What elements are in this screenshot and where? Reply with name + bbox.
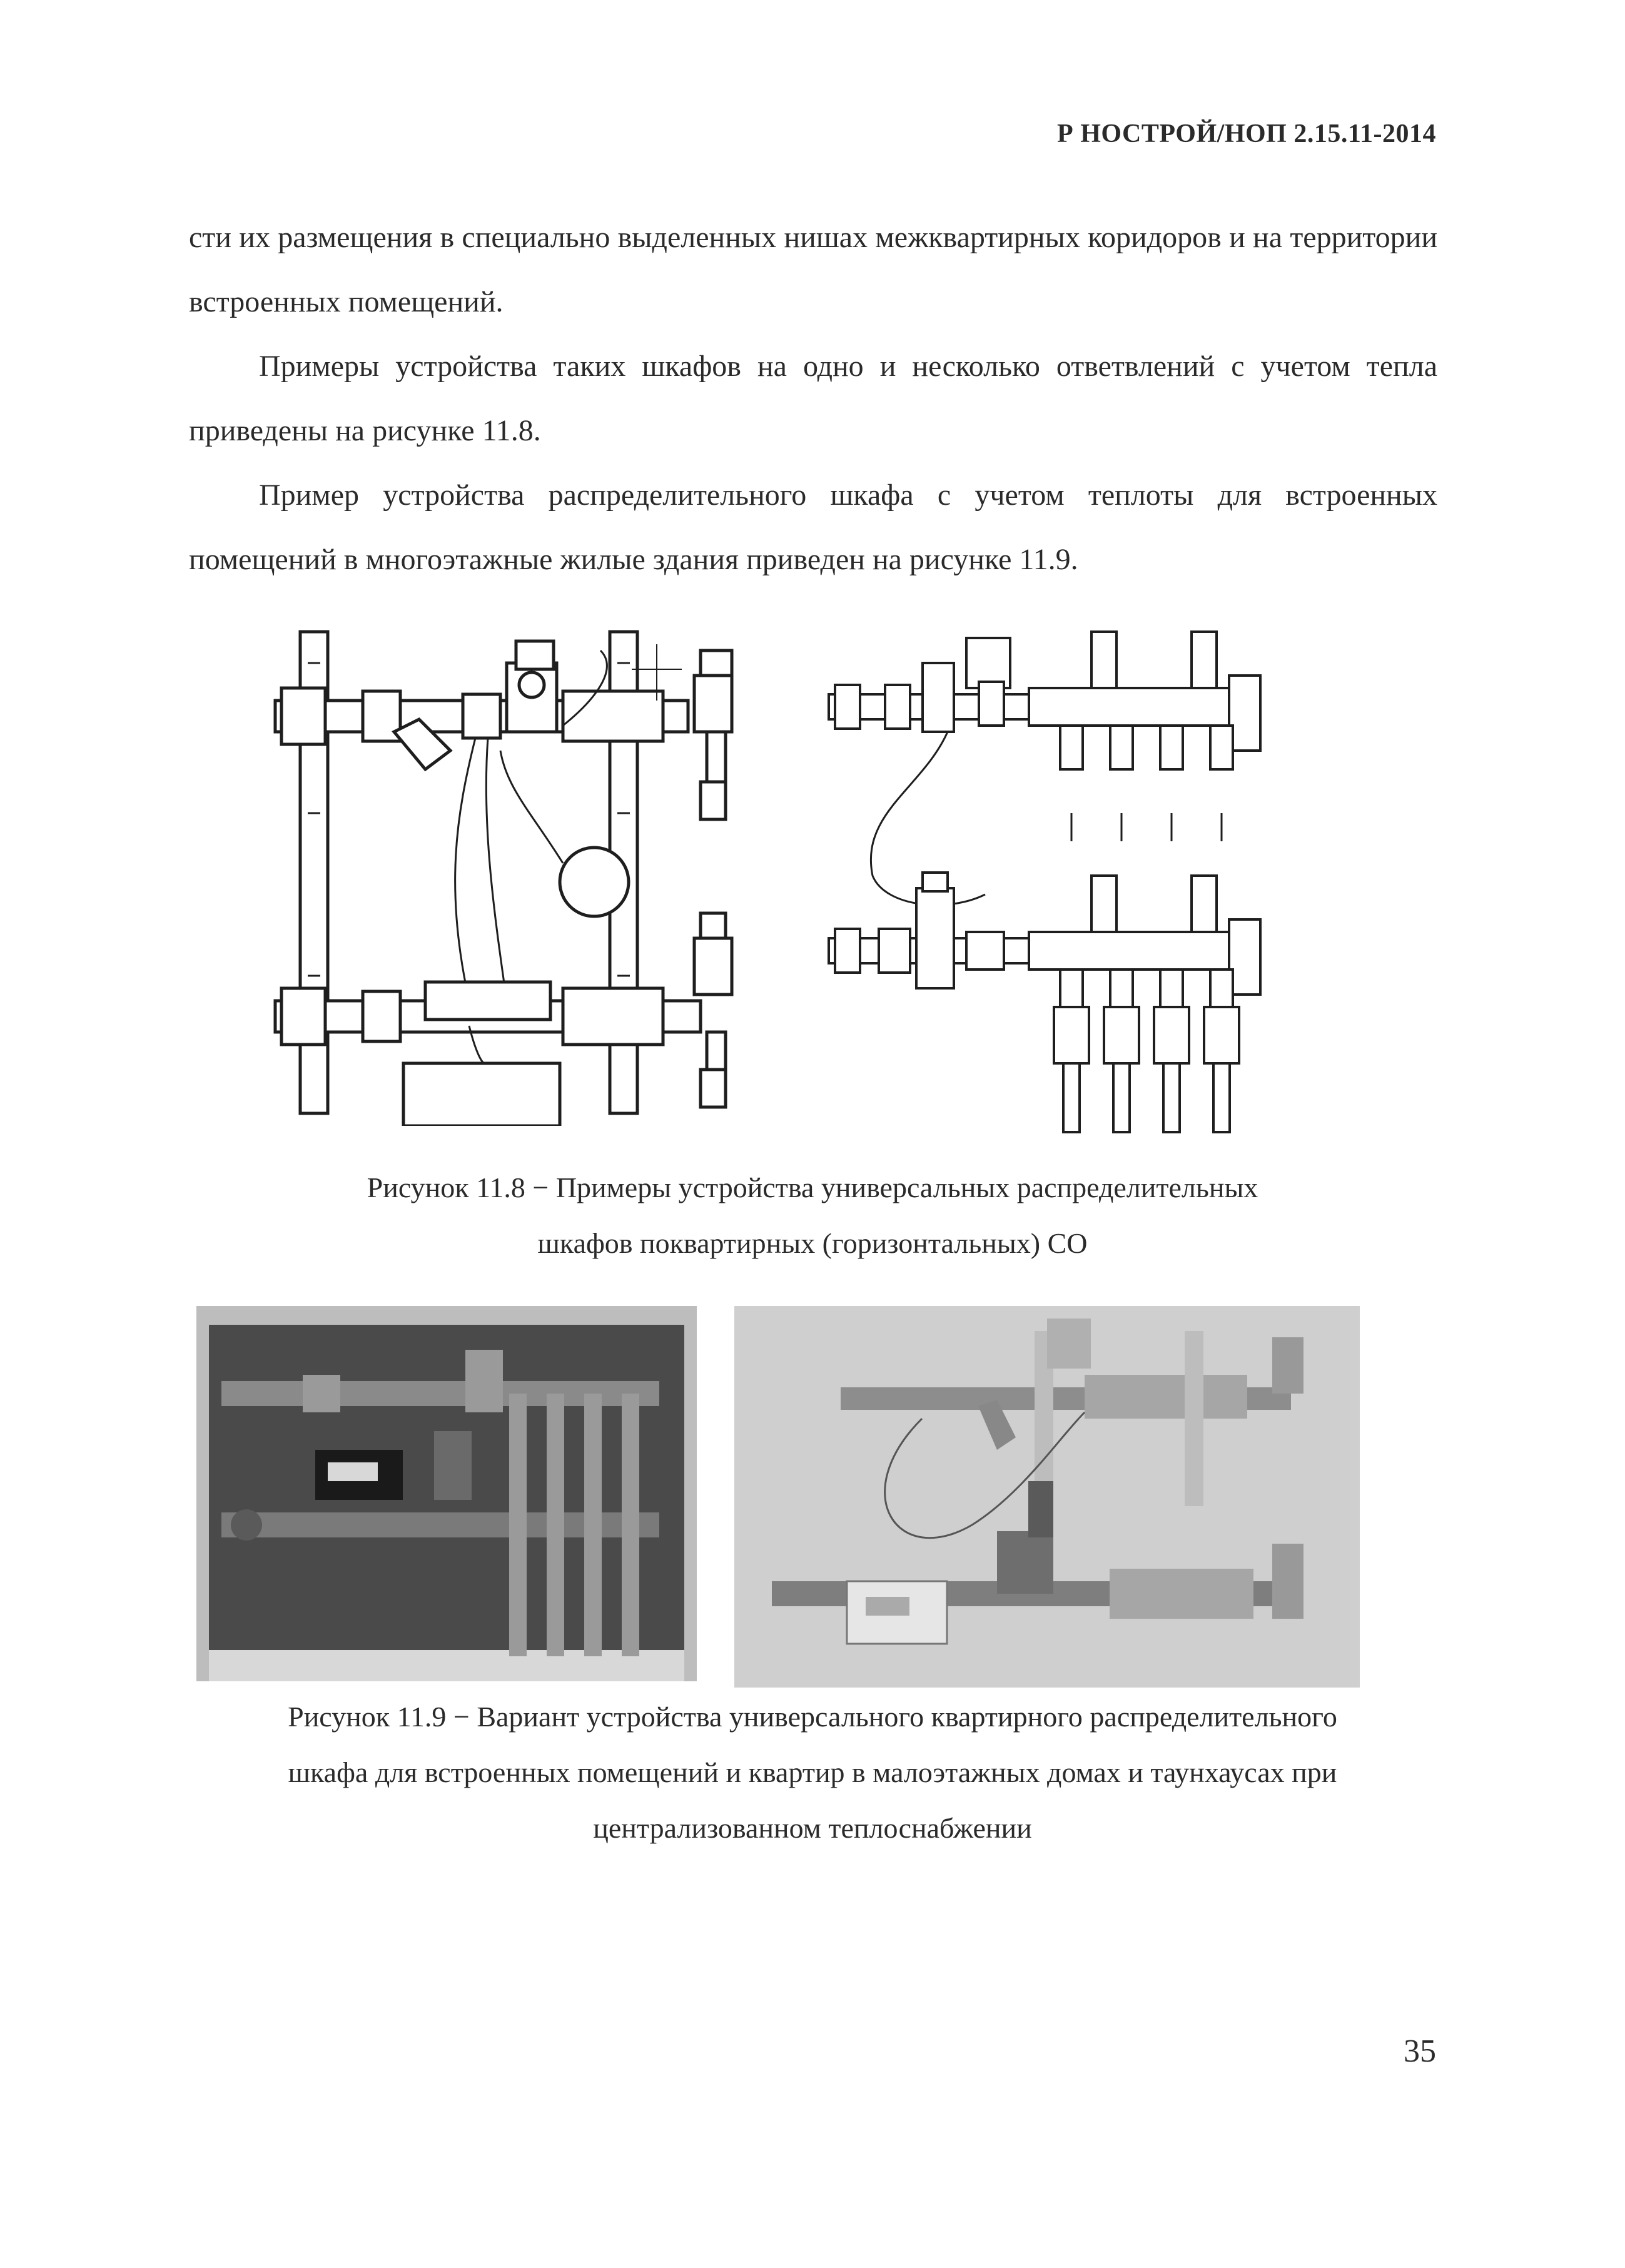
figure-11-9-caption-line-2: шкафа для встроенных помещений и квартир в малоэтажных домах и таунхаусах при (288, 1756, 1337, 1788)
figure-11-8-caption-line-1: Рисунок 11.8 − Примеры устройства универсальных распределительных (367, 1172, 1258, 1203)
page-number: 35 (1404, 2033, 1436, 2069)
figure-11-9-photo-manifold (734, 1306, 1360, 1688)
paragraph-examples-11-8: Примеры устройства таких шкафов на одно и несколько ответвлений с учетом тепла приведены на рисунке 11.8. (189, 350, 1437, 447)
figure-11-9-caption-line-3: централизованном теплоснабжении (593, 1812, 1032, 1844)
paragraph-continuation: сти их размещения в специально выделенных нишах межквартирных коридоров и на территории встроенных помещений. (189, 221, 1437, 318)
paragraph-example-11-9: Пример устройства распределительного шкафа с учетом теплоты для встроенных помещений в многоэтажные жилые здания приведен на рисунке 11.9. (189, 478, 1437, 576)
figure-11-9-photo-cabinet (196, 1306, 697, 1681)
figure-11-9-caption-line-1: Рисунок 11.9 − Вариант устройства универсального квартирного распределительного (288, 1701, 1337, 1733)
figure-11-8-caption-line-2: шкафов поквартирных (горизонтальных) СО (537, 1227, 1088, 1259)
figure-11-8-drawing-single-branch (269, 625, 757, 1126)
figure-11-8-drawing-multi-branch (823, 625, 1373, 1138)
document-code-header: Р НОСТРОЙ/НОП 2.15.11-2014 (1057, 119, 1436, 148)
